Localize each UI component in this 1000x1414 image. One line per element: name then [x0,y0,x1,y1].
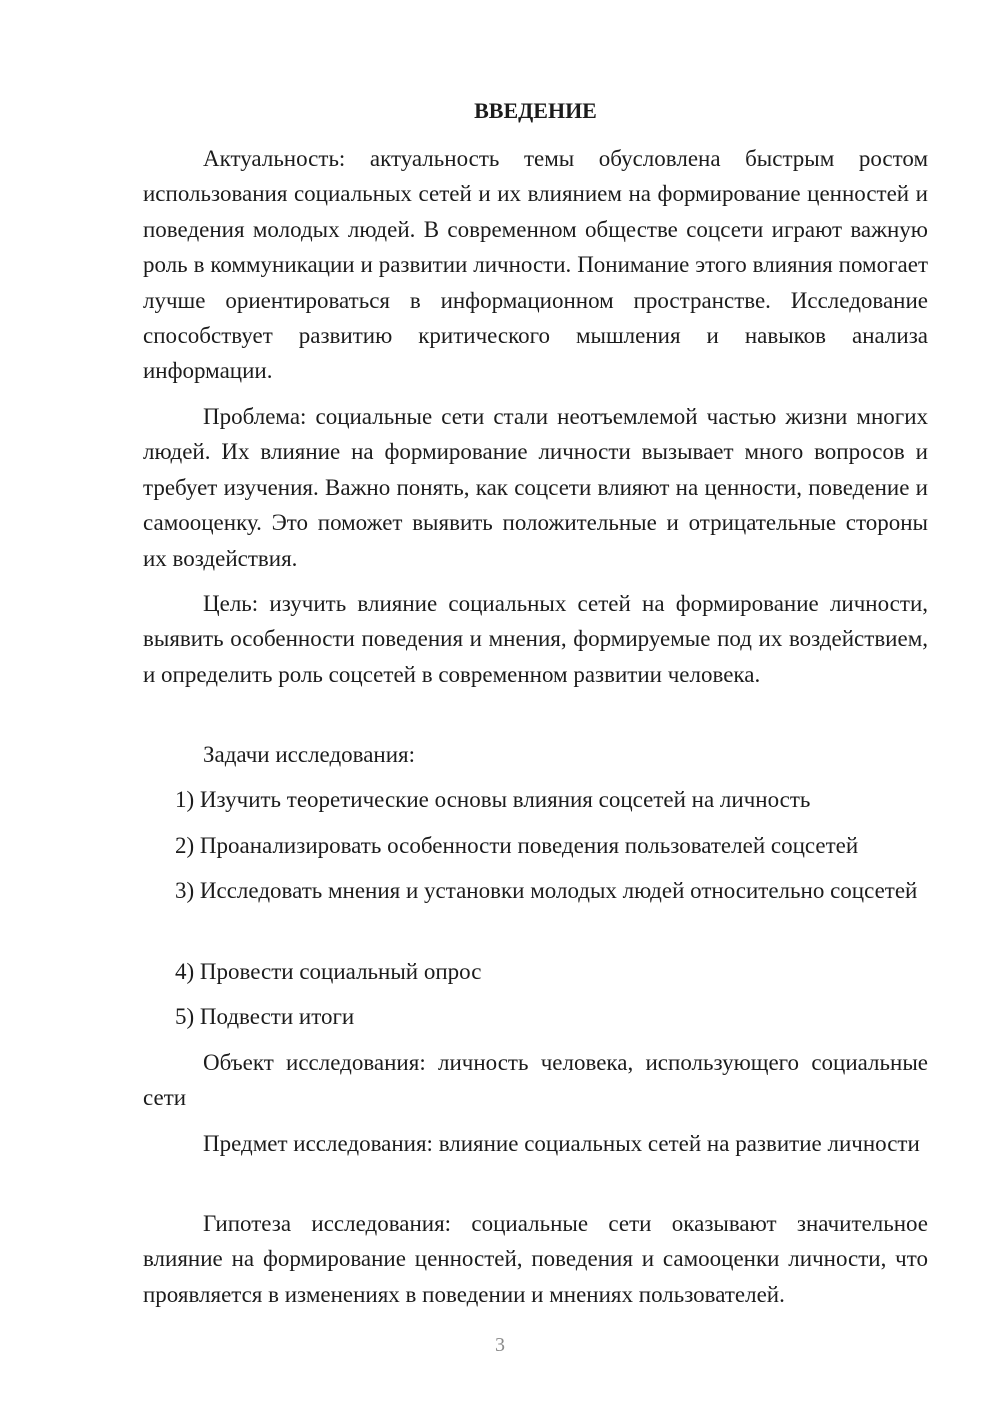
task-item: 1) Изучить теоретические основы влияния соцсетей на личность [175,787,811,812]
relevance-paragraph: Актуальность: актуальность темы обусловлена быстрым ростом использования социальных сетей и их влиянием на формирование ценностей и поведения молодых людей. В современном обществе соцсети играют важную роль в коммуникации и развитии личности. Понимание этого влияния помогает лучше ориентироваться в информационном пространстве. Исследование способствует развитию критического мышления и навыков анализа информации. [143,146,928,384]
hypothesis-paragraph: Гипотеза исследования: социальные сети оказывают значительное влияние на формирование ценностей, поведения и самооценки личности, что проявляется в изменениях в поведении и мнениях пользователей. [143,1211,928,1307]
task-item: 3) Исследовать мнения и установки молодых людей относительно соцсетей [175,878,918,903]
goal-paragraph: Цель: изучить влияние социальных сетей на формирование личности, выявить особенности поведения и мнения, формируемые под их воздействием, и определить роль соцсетей в современном развитии человека. [143,591,928,687]
object-paragraph: Объект исследования: личность человека, использующего социальные сети [143,1050,928,1111]
task-item: 5) Подвести итоги [175,1004,355,1029]
problem-paragraph: Проблема: социальные сети стали неотъемлемой частью жизни многих людей. Их влияние на формирование личности вызывает много вопросов и требует изучения. Важно понять, как соцсети влияют на ценности, поведение и самооценку. Это поможет выявить положительные и отрицательные стороны их воздействия. [143,404,928,571]
subject-paragraph: Предмет исследования: влияние социальных сетей на развитие личности [203,1131,920,1156]
task-item: 4) Провести социальный опрос [175,959,482,984]
task-item: 2) Проанализировать особенности поведения пользователей соцсетей [175,833,859,858]
tasks-heading: Задачи исследования: [203,742,416,767]
section-heading: ВВЕДЕНИЕ [474,98,597,123]
page-number: 3 [495,1334,505,1356]
